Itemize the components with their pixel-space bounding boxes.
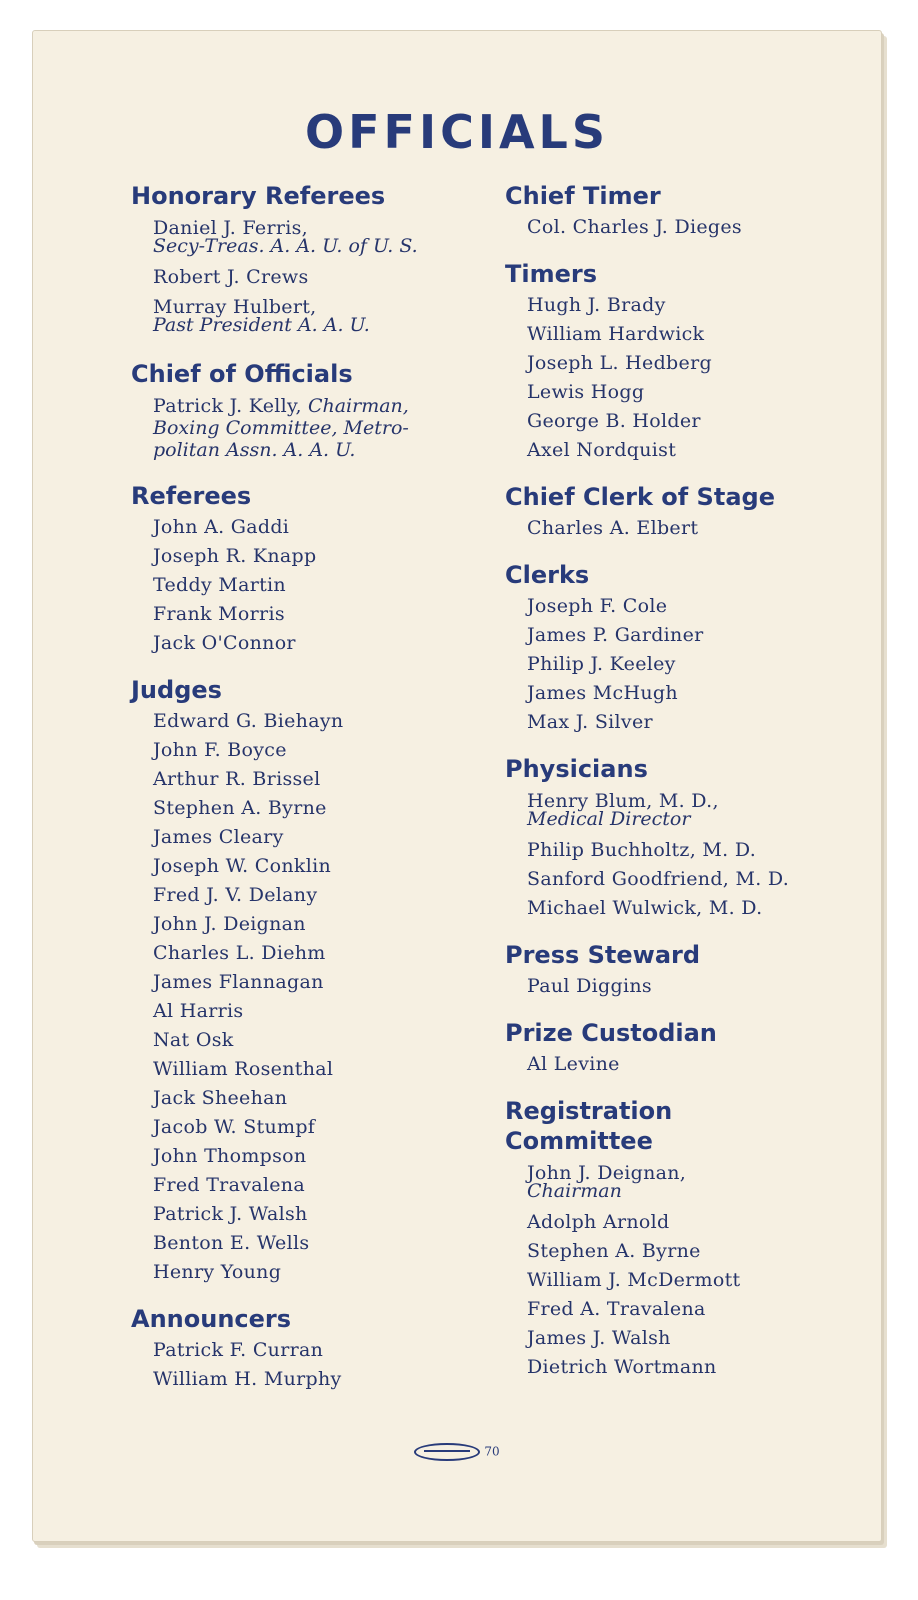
official-entry xyxy=(131,910,491,939)
official-name: Michael Wulwick, M. D. xyxy=(527,897,763,919)
official-entry xyxy=(131,968,491,997)
official-name: Patrick J. Walsh xyxy=(153,1203,308,1225)
official-entry xyxy=(505,1266,865,1295)
official-name: Charles L. Diehm xyxy=(153,942,326,964)
official-name: Max J. Silver xyxy=(527,711,653,733)
official-name: Henry Blum, M. D., xyxy=(527,790,719,812)
program-page xyxy=(32,30,882,1542)
official-name: William Rosenthal xyxy=(153,1058,334,1080)
official-name: Hugh J. Brady xyxy=(527,294,666,316)
official-entry xyxy=(505,592,865,621)
right-column xyxy=(505,181,865,1399)
official-entry xyxy=(131,1142,491,1171)
official-name: George B. Holder xyxy=(527,410,701,432)
official-name: Robert J. Crews xyxy=(153,266,309,288)
official-name: James Cleary xyxy=(153,826,284,848)
section-honorary-referees xyxy=(131,181,491,342)
official-name: Philip Buchholtz, M. D. xyxy=(527,839,757,861)
section-heading: Prize Custodian xyxy=(505,1019,717,1047)
official-entry xyxy=(505,1158,865,1208)
official-name: Jacob W. Stumpf xyxy=(153,1116,316,1138)
section-referees xyxy=(131,481,491,658)
official-entry xyxy=(131,997,491,1026)
official-role: Secy-Treas. A. A. U. of U. S. xyxy=(153,235,418,257)
official-name: John A. Gaddi xyxy=(153,516,290,538)
official-name: Joseph F. Cole xyxy=(527,595,668,617)
section-heading: Chief Clerk of Stage xyxy=(505,483,775,511)
official-entry xyxy=(505,786,865,836)
official-entry xyxy=(505,836,865,865)
section-heading: Referees xyxy=(131,482,252,510)
official-entry xyxy=(131,1336,491,1365)
official-name: Jack O'Connor xyxy=(153,632,296,654)
official-entry xyxy=(131,1171,491,1200)
official-entry xyxy=(131,1026,491,1055)
official-name: Adolph Arnold xyxy=(527,1211,670,1233)
section-heading: Honorary Referees xyxy=(131,182,386,210)
official-name: Fred J. V. Delany xyxy=(153,884,318,906)
official-entry xyxy=(505,1208,865,1237)
section-heading: Chief Timer xyxy=(505,182,661,210)
section-heading: Announcers xyxy=(131,1305,292,1333)
section-chief-timer xyxy=(505,181,865,242)
section-clerks xyxy=(505,560,865,737)
official-name: Stephen A. Byrne xyxy=(527,1240,701,1262)
official-entry xyxy=(131,707,491,736)
official-name: James Flannagan xyxy=(153,971,324,993)
official-entry xyxy=(131,513,491,542)
section-prize-custodian xyxy=(505,1018,865,1079)
official-entry xyxy=(131,1084,491,1113)
official-name: James J. Walsh xyxy=(527,1327,671,1349)
official-name: John J. Deignan, xyxy=(527,1162,687,1184)
page-footer xyxy=(33,1443,881,1461)
official-role: Boxing Committee, Metro- xyxy=(153,417,409,439)
official-name: Sanford Goodfriend, M. D. xyxy=(527,868,790,890)
section-announcers xyxy=(131,1304,491,1394)
official-entry xyxy=(505,1050,865,1079)
official-name: Murray Hulbert, xyxy=(153,296,317,318)
official-name: Fred Travalena xyxy=(153,1174,305,1196)
section-physicians xyxy=(505,754,865,923)
official-entry xyxy=(505,708,865,737)
official-name: Stephen A. Byrne xyxy=(153,797,327,819)
page-title: OFFICIALS xyxy=(305,105,609,159)
section-timers xyxy=(505,259,865,465)
official-entry xyxy=(131,881,491,910)
official-entry xyxy=(131,939,491,968)
official-entry xyxy=(131,542,491,571)
heading-line: Committee xyxy=(505,1127,653,1155)
official-role: Chairman xyxy=(527,1180,622,1202)
official-name: Joseph L. Hedberg xyxy=(527,352,712,374)
official-entry xyxy=(131,736,491,765)
official-name: John Thompson xyxy=(153,1145,307,1167)
official-name: Col. Charles J. Dieges xyxy=(527,216,742,238)
official-role: Medical Director xyxy=(527,808,691,830)
official-name: William Hardwick xyxy=(527,323,705,345)
official-entry xyxy=(505,1353,865,1382)
section-heading: Chief of Officials xyxy=(131,360,353,388)
section-heading: Timers xyxy=(505,260,598,288)
official-entry xyxy=(505,349,865,378)
official-name: James P. Gardiner xyxy=(527,624,704,646)
official-name: William J. McDermott xyxy=(527,1269,741,1291)
official-entry xyxy=(131,1113,491,1142)
official-entry xyxy=(505,213,865,242)
official-name: Edward G. Biehayn xyxy=(153,710,344,732)
official-name: Daniel J. Ferris, xyxy=(153,217,308,239)
section-heading: Clerks xyxy=(505,561,590,589)
left-column xyxy=(131,181,491,1411)
official-name: Patrick J. Kelly, xyxy=(153,395,302,417)
official-entry xyxy=(505,1324,865,1353)
official-name: Joseph W. Conklin xyxy=(153,855,331,877)
official-entry xyxy=(131,292,491,342)
section-chief-clerk-of-stage xyxy=(505,482,865,543)
official-name: John J. Deignan xyxy=(153,913,306,935)
official-entry xyxy=(505,621,865,650)
official-entry xyxy=(131,600,491,629)
official-name: Al Levine xyxy=(527,1053,620,1075)
official-entry xyxy=(131,823,491,852)
official-name: John F. Boyce xyxy=(153,739,287,761)
section-press-steward xyxy=(505,940,865,1001)
page-number: 70 xyxy=(484,1444,500,1459)
official-name: Benton E. Wells xyxy=(153,1232,310,1254)
official-name: William H. Murphy xyxy=(153,1368,342,1390)
official-entry xyxy=(505,436,865,465)
official-entry xyxy=(505,679,865,708)
official-name: Lewis Hogg xyxy=(527,381,645,403)
official-entry xyxy=(131,1229,491,1258)
official-entry xyxy=(505,894,865,923)
official-name: Al Harris xyxy=(153,1000,244,1022)
official-entry xyxy=(505,291,865,320)
official-entry xyxy=(131,213,491,263)
official-entry xyxy=(131,852,491,881)
section-heading: Press Steward xyxy=(505,941,701,969)
official-entry xyxy=(131,571,491,600)
official-entry xyxy=(131,263,491,292)
official-name: Frank Morris xyxy=(153,603,285,625)
official-name: Nat Osk xyxy=(153,1029,234,1051)
official-name: Charles A. Elbert xyxy=(527,517,699,539)
official-name: Patrick F. Curran xyxy=(153,1339,324,1361)
official-entry xyxy=(131,765,491,794)
official-name: Axel Nordquist xyxy=(527,439,677,461)
official-entry xyxy=(505,972,865,1001)
official-entry xyxy=(131,1258,491,1287)
section-heading: Judges xyxy=(131,676,222,704)
official-name: Fred A. Travalena xyxy=(527,1298,706,1320)
heading-line: Registration xyxy=(505,1097,673,1125)
official-entry xyxy=(131,794,491,823)
section-registration-committee xyxy=(505,1096,865,1382)
section-heading xyxy=(505,1096,865,1156)
official-name: James McHugh xyxy=(527,682,678,704)
official-name: Philip J. Keeley xyxy=(527,653,676,675)
printer-emblem-icon xyxy=(414,1443,480,1461)
official-entry xyxy=(505,865,865,894)
official-name: Jack Sheehan xyxy=(153,1087,288,1109)
official-entry xyxy=(505,1237,865,1266)
section-chief-of-officials xyxy=(131,359,491,464)
official-entry xyxy=(505,378,865,407)
official-entry xyxy=(505,1295,865,1324)
official-name: Dietrich Wortmann xyxy=(527,1356,717,1378)
official-role: Past President A. A. U. xyxy=(153,314,370,336)
official-name: Henry Young xyxy=(153,1261,282,1283)
official-entry xyxy=(131,391,491,464)
official-name: Joseph R. Knapp xyxy=(153,545,317,567)
section-judges xyxy=(131,675,491,1287)
official-role: Chairman, xyxy=(307,395,409,417)
official-entry xyxy=(131,1200,491,1229)
official-entry xyxy=(131,1365,491,1394)
official-role: politan Assn. A. A. U. xyxy=(153,439,356,461)
official-name: Arthur R. Brissel xyxy=(153,768,321,790)
official-entry xyxy=(505,650,865,679)
official-entry xyxy=(131,1055,491,1084)
official-entry xyxy=(505,514,865,543)
section-heading: Physicians xyxy=(505,755,648,783)
official-name: Teddy Martin xyxy=(153,574,286,596)
official-name: Paul Diggins xyxy=(527,975,652,997)
official-entry xyxy=(505,320,865,349)
official-entry xyxy=(505,407,865,436)
official-entry xyxy=(131,629,491,658)
